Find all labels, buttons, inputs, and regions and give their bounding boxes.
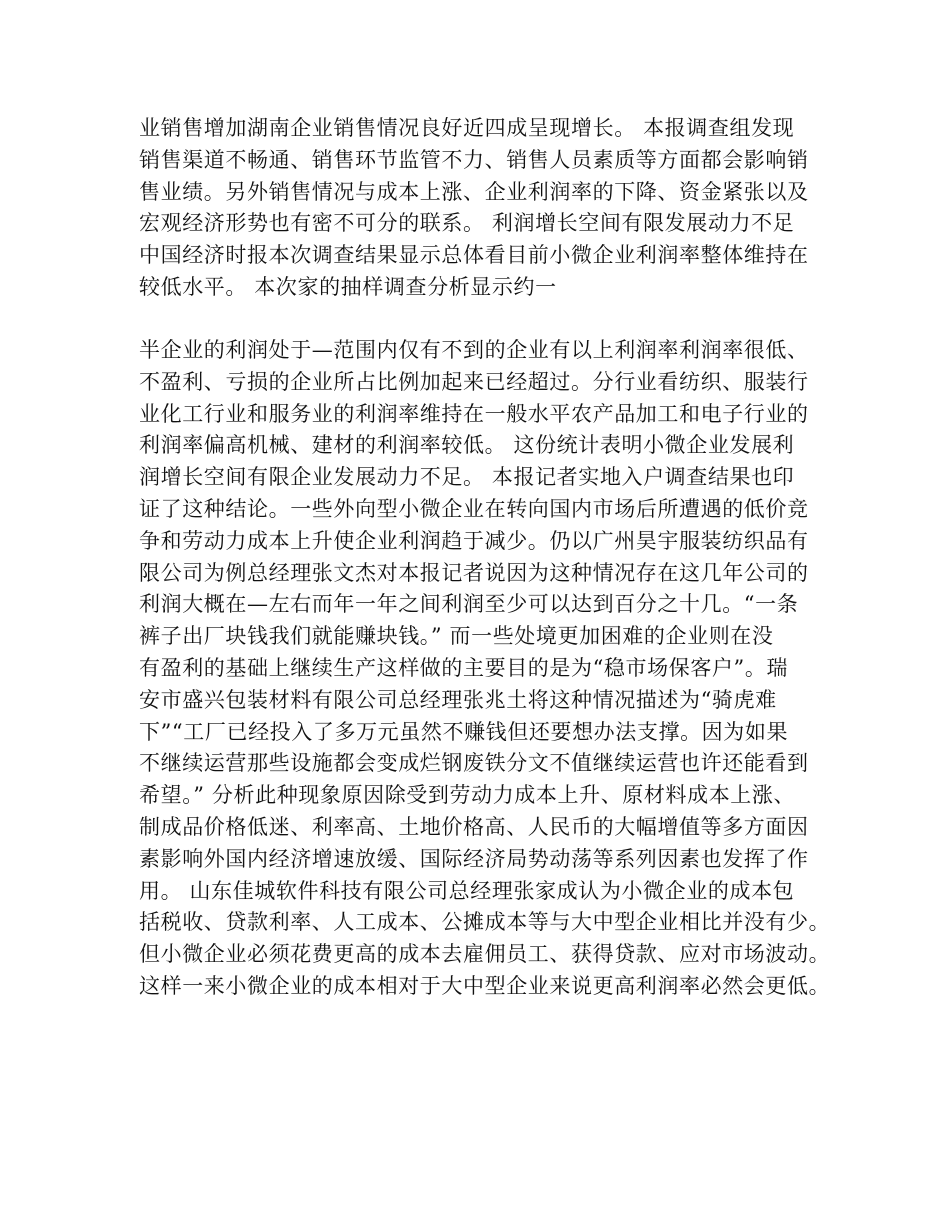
text-line: 半企业的利润处于—范围内仅有不到的企业有以上利润率利润率很低、 — [139, 338, 809, 362]
text-line: 这样一来小微企业的成本相对于大中型企业来说更高利润率必然会更低。 — [139, 973, 831, 998]
text-line: 希望。” 分析此种现象原因除受到劳动力成本上升、原材料成本上涨、 — [139, 783, 796, 808]
text-line: 有盈利的基础上继续生产这样做的主要目的是为“稳市场保客户”。瑞 — [139, 655, 789, 680]
text-line: 裤子出厂块钱我们就能赚块钱。” 而一些处境更加困难的企业则在没 — [139, 624, 774, 649]
text-line: 较低水平。 本次家的抽样调查分析显示约一 — [139, 274, 557, 299]
text-line: 证了这种结论。一些外向型小微企业在转向国内市场后所遭遇的低价竞 — [139, 496, 809, 521]
text-line: 利润大概在—左右而年一年之间利润至少可以达到百分之十几。“一条 — [139, 592, 799, 617]
text-line: 安市盛兴包装材料有限公司总经理张兆土将这种情况描述为“骑虎难 — [139, 687, 777, 712]
text-line: 素影响外国内经济增速放缓、国际经济局势动荡等系列因素也发挥了作 — [139, 846, 809, 871]
text-line: 括税收、贷款利率、人工成本、公摊成本等与大中型企业相比并没有少。 — [139, 910, 831, 935]
text-line: 争和劳动力成本上升使企业利润趋于减少。仍以广州昊宇服装纺织品有 — [139, 528, 809, 553]
paragraph-block-1 — [139, 113, 819, 304]
text-line: 售业绩。另外销售情况与成本上涨、企业利润率的下降、资金紧张以及 — [139, 179, 809, 204]
text-line: 下”“工厂已经投入了多万元虽然不赚钱但还要想办法支撑。因为如果 — [139, 719, 789, 744]
text-line: 不继续运营那些设施都会变成烂钢废铁分文不值继续运营也许还能看到 — [139, 751, 809, 776]
text-line: 宏观经济形势也有密不可分的联系。 利润增长空间有限发展动力不足 — [139, 211, 795, 236]
paragraph-block-2 — [139, 335, 831, 1003]
text-line: 销售渠道不畅通、销售环节监管不力、销售人员素质等方面都会影响销 — [139, 147, 809, 172]
text-line: 但小微企业必须花费更高的成本去雇佣员工、获得贷款、应对市场波动。 — [139, 942, 831, 967]
text-line: 制成品价格低迷、利率高、土地价格高、人民币的大幅增值等多方面因 — [139, 814, 809, 839]
text-line: 润增长空间有限企业发展动力不足。 本报记者实地入户调查结果也印 — [139, 465, 795, 490]
text-line: 利润率偏高机械、建材的利润率较低。 这份统计表明小微企业发展利 — [139, 433, 795, 458]
text-line: 不盈利、亏损的企业所占比例加起来已经超过。分行业看纺织、服装行 — [139, 369, 809, 394]
text-line: 业化工行业和服务业的利润率维持在一般水平农产品加工和电子行业的 — [139, 401, 809, 426]
text-line: 限公司为例总经理张文杰对本报记者说因为这种情况存在这几年公司的 — [139, 560, 809, 585]
text-line: 业销售增加湖南企业销售情况良好近四成呈现增长。 本报调查组发现 — [139, 116, 795, 140]
text-line: 中国经济时报本次调查结果显示总体看目前小微企业利润率整体维持在 — [139, 243, 809, 268]
text-line: 用。 山东佳城软件科技有限公司总经理张家成认为小微企业的成本包 — [139, 878, 795, 903]
